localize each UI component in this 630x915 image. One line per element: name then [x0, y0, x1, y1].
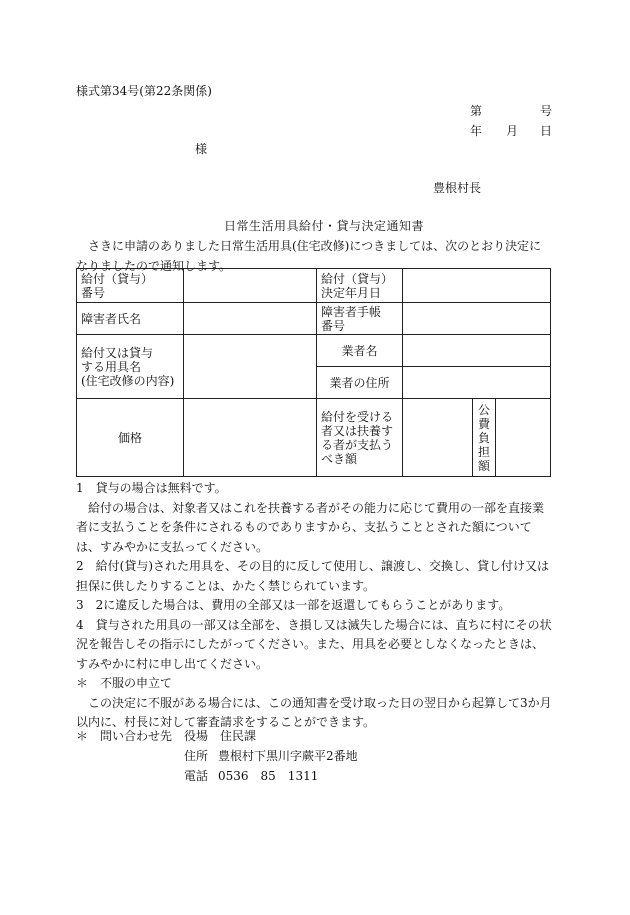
vendor-name-value[interactable] [403, 335, 551, 367]
contact-label: ＊ 問い合わせ先 [76, 729, 173, 743]
disabled-name-label: 障害者氏名 [77, 303, 184, 335]
note-4: 4 貸与された用具の一部又は全部を、き損し又は滅失した場合には、直ちに村にその状況を報告しその指示にしたがってください。また、用具を必要としなくなったときは、すみやかに村に申し出てください。 [76, 617, 552, 671]
note-1-detail: 給付の場合は、対象者又はこれを扶養する者がその能力に応じて費用の一部を直接業者に支払うことを条件にされるものでありますから、支払うこととされた額については、すみやかに支払ってください。 [76, 500, 545, 554]
payer-value[interactable] [403, 399, 473, 477]
number-prefix: 第 [470, 104, 483, 118]
table-row [77, 335, 551, 367]
table-row [77, 399, 551, 477]
contact-phone-row [76, 766, 358, 786]
item-label-1: 給付又は貸与 [81, 345, 154, 360]
vendor-address-value[interactable] [403, 367, 551, 399]
handbook-label-1: 障害者手帳 [321, 304, 382, 319]
form-number: 様式第34号(第22条関係) [76, 84, 212, 98]
handbook-value[interactable] [403, 303, 551, 335]
note-2: 2 給付(貸与)された用具を、その目的に反して使用し、譲渡し、交換し、貸し付け又は担保に供したりすることは、かたく禁じられています。 [76, 559, 550, 593]
item-value[interactable] [184, 335, 317, 399]
decision-date-label-1: 給付（貸与） [321, 271, 394, 286]
public-label: 公費負担額 [473, 399, 496, 477]
contact-address-row [76, 746, 358, 766]
vendor-name-label: 業者名 [317, 335, 403, 367]
issuer: 豊根村長 [433, 181, 482, 195]
decision-date-value[interactable] [403, 269, 551, 303]
notes [76, 479, 554, 733]
appeal-text: この決定に不服がある場合には、この通知書を受け取った日の翌日から起算して3か月以内に、村長に対して審査請求をすることができます。 [76, 695, 552, 729]
item-label-3: (住宅改修の内容) [81, 373, 175, 388]
phone-key: 電話 [184, 769, 209, 783]
contact-row [76, 726, 358, 746]
grant-number-label-2: 番号 [81, 285, 106, 300]
note-3: 3 2に違反した場合は、費用の全部又は一部を返還してもらうことがあります。 [76, 598, 511, 612]
vendor-address-label: 業者の住所 [317, 367, 403, 399]
address-key: 住所 [184, 749, 209, 763]
handbook-label-2: 番号 [321, 318, 346, 333]
disabled-name-value[interactable] [184, 303, 317, 335]
contact-office: 役場 住民課 [184, 729, 257, 743]
decision-date-label-2: 決定年月日 [321, 285, 382, 300]
number-suffix: 号 [540, 104, 553, 118]
intro-paragraph: さきに申請のありました日常生活用具(住宅改修)につきましては、次のとおり決定になりましたので通知します。 [76, 239, 542, 273]
contact-block [76, 726, 358, 786]
payer-label: 給付を受ける者又は扶養する者が支払うべき額 [317, 399, 403, 477]
addressee-suffix: 様 [195, 142, 208, 156]
appeal-heading: ＊ 不服の申立て [76, 676, 173, 690]
address-value: 豊根村下黒川字蕨平2番地 [218, 749, 358, 763]
date-year: 年 [470, 124, 483, 138]
date-day: 日 [540, 124, 553, 138]
table-row [77, 303, 551, 335]
grant-number-label [77, 269, 184, 303]
price-label: 価格 [77, 399, 184, 477]
decision-date-label [317, 269, 403, 303]
grant-number-label-1: 給付（貸与） [81, 271, 154, 286]
grant-number-value[interactable] [184, 269, 317, 303]
handbook-label [317, 303, 403, 335]
public-value[interactable] [496, 399, 551, 477]
decision-table [76, 268, 551, 477]
phone-value: 0536 85 1311 [218, 769, 319, 783]
price-value[interactable] [184, 399, 317, 477]
item-label-2: する用具名 [81, 359, 142, 374]
document-title: 日常生活用具給付・貸与決定通知書 [224, 219, 425, 233]
table-row [77, 269, 551, 303]
note-1: 1 貸与の場合は無料です。 [76, 481, 227, 495]
date-month: 月 [506, 124, 519, 138]
item-label [77, 335, 184, 399]
